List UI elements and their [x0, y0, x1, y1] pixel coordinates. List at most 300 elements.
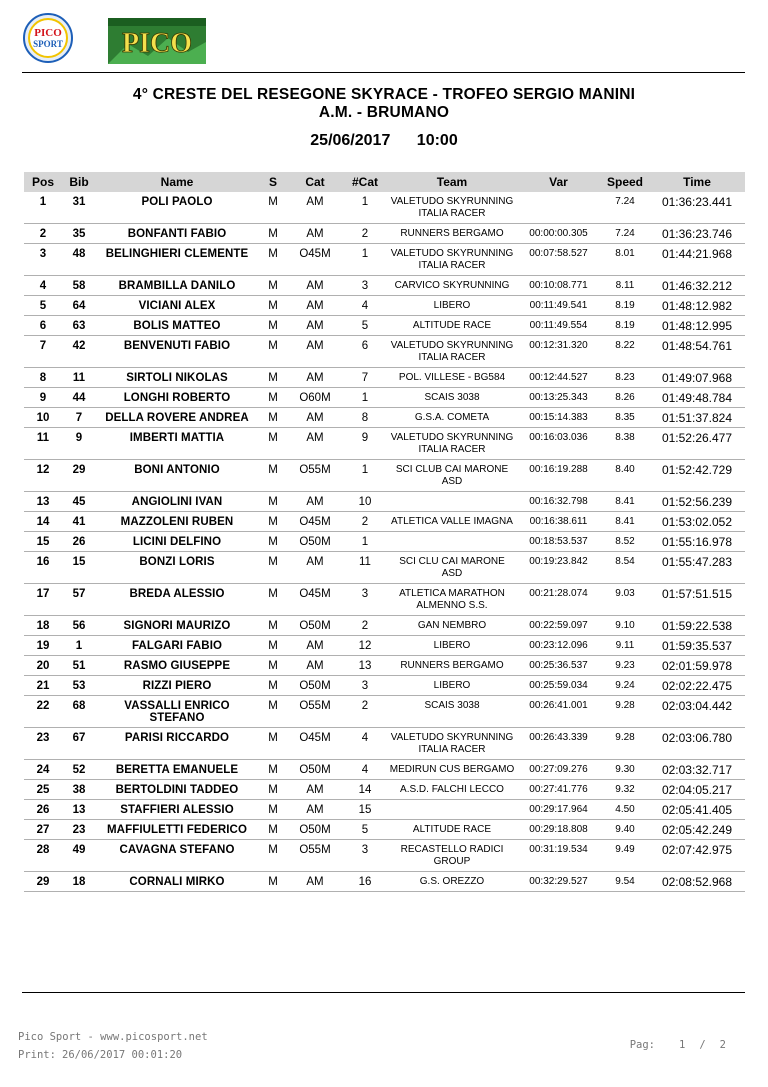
cell-sex: M [258, 636, 288, 656]
cell-var: 00:21:28.074 [516, 584, 601, 616]
cell-team: VALETUDO SKYRUNNING ITALIA RACER [388, 336, 516, 368]
table-row [24, 584, 745, 616]
cell-bib: 52 [62, 760, 96, 780]
cell-speed: 9.11 [601, 636, 649, 656]
cell-sex: M [258, 840, 288, 872]
cell-sex: M [258, 820, 288, 840]
cell-cat: O50M [288, 532, 342, 552]
cell-speed: 8.26 [601, 388, 649, 408]
cell-sex: M [258, 192, 288, 224]
cell-name: PARISI RICCARDO [96, 728, 258, 760]
cell-pos: 5 [24, 296, 62, 316]
cell-cat: AM [288, 192, 342, 224]
cell-cat: AM [288, 428, 342, 460]
cell-pos: 4 [24, 276, 62, 296]
cell-cat-rank: 1 [342, 244, 388, 276]
cell-team: VALETUDO SKYRUNNING ITALIA RACER [388, 244, 516, 276]
cell-sex: M [258, 388, 288, 408]
cell-team: ALTITUDE RACE [388, 820, 516, 840]
cell-pos: 9 [24, 388, 62, 408]
table-row [24, 656, 745, 676]
cell-time: 01:46:32.212 [649, 276, 745, 296]
cell-bib: 15 [62, 552, 96, 584]
col-header-var: Var [516, 172, 601, 192]
table-row [24, 244, 745, 276]
cell-name: SIRTOLI NIKOLAS [96, 368, 258, 388]
cell-cat-rank: 2 [342, 224, 388, 244]
cell-cat-rank: 12 [342, 636, 388, 656]
cell-var: 00:13:25.343 [516, 388, 601, 408]
footer-site: Pico Sport - www.picosport.net [18, 1031, 208, 1043]
cell-sex: M [258, 460, 288, 492]
cell-time: 01:52:56.239 [649, 492, 745, 512]
cell-time: 02:02:22.475 [649, 676, 745, 696]
cell-name: RIZZI PIERO [96, 676, 258, 696]
cell-pos: 27 [24, 820, 62, 840]
cell-pos: 1 [24, 192, 62, 224]
cell-pos: 29 [24, 872, 62, 892]
print-date: 26/06/2017 00:01:20 [62, 1049, 183, 1061]
cell-speed: 9.32 [601, 780, 649, 800]
cell-team: G.S. OREZZO [388, 872, 516, 892]
cell-var: 00:27:41.776 [516, 780, 601, 800]
table-row [24, 552, 745, 584]
page-current: 1 [679, 1039, 686, 1051]
cell-name: STAFFIERI ALESSIO [96, 800, 258, 820]
cell-bib: 23 [62, 820, 96, 840]
race-date: 25/06/2017 [310, 132, 391, 149]
cell-cat: O45M [288, 244, 342, 276]
cell-bib: 67 [62, 728, 96, 760]
cell-name: DELLA ROVERE ANDREA [96, 408, 258, 428]
cell-cat-rank: 1 [342, 192, 388, 224]
cell-var: 00:19:23.842 [516, 552, 601, 584]
cell-team: LIBERO [388, 676, 516, 696]
cell-cat: O45M [288, 584, 342, 616]
table-row [24, 492, 745, 512]
cell-team: GAN NEMBRO [388, 616, 516, 636]
cell-cat: AM [288, 492, 342, 512]
cell-cat: O50M [288, 820, 342, 840]
cell-pos: 2 [24, 224, 62, 244]
cell-sex: M [258, 316, 288, 336]
cell-speed: 8.35 [601, 408, 649, 428]
cell-var: 00:16:38.611 [516, 512, 601, 532]
cell-team: RUNNERS BERGAMO [388, 224, 516, 244]
cell-speed: 8.19 [601, 296, 649, 316]
table-row [24, 276, 745, 296]
cell-sex: M [258, 244, 288, 276]
cell-var: 00:15:14.383 [516, 408, 601, 428]
cell-time: 01:36:23.746 [649, 224, 745, 244]
cell-var: 00:16:03.036 [516, 428, 601, 460]
cell-name: MAZZOLENI RUBEN [96, 512, 258, 532]
cell-name: BONFANTI FABIO [96, 224, 258, 244]
cell-time: 01:55:16.978 [649, 532, 745, 552]
cell-var: 00:11:49.541 [516, 296, 601, 316]
cell-cat-rank: 10 [342, 492, 388, 512]
cell-sex: M [258, 428, 288, 460]
cell-time: 01:36:23.441 [649, 192, 745, 224]
cell-speed: 9.54 [601, 872, 649, 892]
cell-bib: 26 [62, 532, 96, 552]
cell-sex: M [258, 584, 288, 616]
col-header-time: Time [649, 172, 745, 192]
table-row [24, 820, 745, 840]
cell-bib: 45 [62, 492, 96, 512]
header-divider [22, 72, 745, 73]
cell-time: 02:05:42.249 [649, 820, 745, 840]
cell-speed: 9.24 [601, 676, 649, 696]
cell-cat: AM [288, 780, 342, 800]
cell-team: VALETUDO SKYRUNNING ITALIA RACER [388, 428, 516, 460]
cell-speed: 7.24 [601, 224, 649, 244]
cell-bib: 13 [62, 800, 96, 820]
cell-name: SIGNORI MAURIZO [96, 616, 258, 636]
cell-bib: 42 [62, 336, 96, 368]
cell-pos: 22 [24, 696, 62, 728]
footer-divider [22, 992, 745, 993]
svg-text:PICO: PICO [122, 28, 192, 59]
footer-print [18, 1049, 182, 1061]
cell-pos: 18 [24, 616, 62, 636]
cell-cat-rank: 14 [342, 780, 388, 800]
cell-bib: 31 [62, 192, 96, 224]
cell-name: LICINI DELFINO [96, 532, 258, 552]
svg-text:PICO: PICO [34, 27, 62, 39]
cell-sex: M [258, 492, 288, 512]
page-separator: / [699, 1039, 706, 1051]
cell-pos: 12 [24, 460, 62, 492]
cell-pos: 17 [24, 584, 62, 616]
cell-bib: 7 [62, 408, 96, 428]
cell-cat-rank: 2 [342, 616, 388, 636]
cell-pos: 15 [24, 532, 62, 552]
cell-name: BONZI LORIS [96, 552, 258, 584]
cell-name: BONI ANTONIO [96, 460, 258, 492]
cell-team: ATLETICA VALLE IMAGNA [388, 512, 516, 532]
cell-var: 00:22:59.097 [516, 616, 601, 636]
cell-cat-rank: 3 [342, 676, 388, 696]
cell-time: 02:05:41.405 [649, 800, 745, 820]
cell-time: 02:07:42.975 [649, 840, 745, 872]
cell-pos: 3 [24, 244, 62, 276]
cell-var: 00:25:36.537 [516, 656, 601, 676]
cell-team [388, 532, 516, 552]
cell-cat: O50M [288, 676, 342, 696]
cell-cat: AM [288, 636, 342, 656]
cell-team: VALETUDO SKYRUNNING ITALIA RACER [388, 192, 516, 224]
cell-sex: M [258, 512, 288, 532]
cell-var: 00:00:00.305 [516, 224, 601, 244]
col-header-name: Name [96, 172, 258, 192]
cell-cat: AM [288, 552, 342, 584]
cell-cat-rank: 2 [342, 696, 388, 728]
cell-time: 02:01:59.978 [649, 656, 745, 676]
cell-team: VALETUDO SKYRUNNING ITALIA RACER [388, 728, 516, 760]
cell-sex: M [258, 532, 288, 552]
cell-bib: 38 [62, 780, 96, 800]
table-header-row [24, 172, 745, 192]
race-title: 4° CRESTE DEL RESEGONE SKYRACE - TROFEO SERGIO MANINI [132, 86, 636, 103]
cell-cat-rank: 8 [342, 408, 388, 428]
cell-name: POLI PAOLO [96, 192, 258, 224]
cell-time: 01:48:12.995 [649, 316, 745, 336]
cell-pos: 23 [24, 728, 62, 760]
cell-bib: 1 [62, 636, 96, 656]
cell-sex: M [258, 780, 288, 800]
cell-pos: 16 [24, 552, 62, 584]
cell-pos: 8 [24, 368, 62, 388]
pico-sport-logo [22, 12, 74, 64]
cell-cat: AM [288, 800, 342, 820]
cell-pos: 10 [24, 408, 62, 428]
cell-cat: O55M [288, 460, 342, 492]
cell-sex: M [258, 368, 288, 388]
cell-time: 01:44:21.968 [649, 244, 745, 276]
cell-pos: 20 [24, 656, 62, 676]
cell-name: ANGIOLINI IVAN [96, 492, 258, 512]
cell-time: 01:59:22.538 [649, 616, 745, 636]
cell-var: 00:29:18.808 [516, 820, 601, 840]
cell-bib: 35 [62, 224, 96, 244]
table-row [24, 316, 745, 336]
cell-team: SCI CLU CAI MARONE ASD [388, 552, 516, 584]
cell-cat-rank: 3 [342, 840, 388, 872]
cell-sex: M [258, 408, 288, 428]
cell-speed: 8.54 [601, 552, 649, 584]
cell-bib: 29 [62, 460, 96, 492]
cell-var: 00:12:44.527 [516, 368, 601, 388]
cell-team: ALTITUDE RACE [388, 316, 516, 336]
table-row [24, 872, 745, 892]
page-label: Pag: [629, 1039, 656, 1051]
results-body [24, 192, 745, 892]
cell-var: 00:10:08.771 [516, 276, 601, 296]
cell-bib: 44 [62, 388, 96, 408]
cell-sex: M [258, 728, 288, 760]
cell-var: 00:32:29.527 [516, 872, 601, 892]
cell-pos: 13 [24, 492, 62, 512]
cell-name: BELINGHIERI CLEMENTE [96, 244, 258, 276]
cell-cat: AM [288, 408, 342, 428]
cell-name: BENVENUTI FABIO [96, 336, 258, 368]
cell-team [388, 492, 516, 512]
cell-time: 01:51:37.824 [649, 408, 745, 428]
cell-cat-rank: 11 [342, 552, 388, 584]
cell-bib: 57 [62, 584, 96, 616]
cell-speed: 8.19 [601, 316, 649, 336]
cell-time: 01:49:07.968 [649, 368, 745, 388]
page-total: 2 [719, 1039, 726, 1051]
cell-name: VICIANI ALEX [96, 296, 258, 316]
cell-bib: 51 [62, 656, 96, 676]
col-header-speed: Speed [601, 172, 649, 192]
cell-cat-rank: 13 [342, 656, 388, 676]
cell-cat-rank: 1 [342, 388, 388, 408]
cell-bib: 64 [62, 296, 96, 316]
table-row [24, 408, 745, 428]
cell-pos: 24 [24, 760, 62, 780]
cell-speed: 8.11 [601, 276, 649, 296]
cell-bib: 68 [62, 696, 96, 728]
cell-pos: 7 [24, 336, 62, 368]
cell-speed: 8.01 [601, 244, 649, 276]
cell-cat: AM [288, 368, 342, 388]
cell-sex: M [258, 676, 288, 696]
cell-var: 00:16:19.288 [516, 460, 601, 492]
cell-time: 01:48:12.982 [649, 296, 745, 316]
cell-cat-rank: 9 [342, 428, 388, 460]
print-label: Print: [18, 1049, 56, 1061]
table-row [24, 760, 745, 780]
cell-cat: O55M [288, 696, 342, 728]
cell-speed: 9.28 [601, 696, 649, 728]
cell-sex: M [258, 696, 288, 728]
cell-sex: M [258, 224, 288, 244]
cell-cat-rank: 1 [342, 460, 388, 492]
cell-team: SCI CLUB CAI MARONE ASD [388, 460, 516, 492]
cell-name: BOLIS MATTEO [96, 316, 258, 336]
cell-var: 00:29:17.964 [516, 800, 601, 820]
cell-cat-rank: 4 [342, 296, 388, 316]
cell-cat: O45M [288, 512, 342, 532]
cell-var: 00:26:41.001 [516, 696, 601, 728]
cell-bib: 58 [62, 276, 96, 296]
cell-bib: 18 [62, 872, 96, 892]
col-header-pos: Pos [24, 172, 62, 192]
cell-bib: 63 [62, 316, 96, 336]
cell-speed: 9.23 [601, 656, 649, 676]
cell-sex: M [258, 616, 288, 636]
col-header-bib: Bib [62, 172, 96, 192]
cell-pos: 21 [24, 676, 62, 696]
cell-time: 02:03:06.780 [649, 728, 745, 760]
cell-sex: M [258, 276, 288, 296]
table-row [24, 800, 745, 820]
cell-sex: M [258, 760, 288, 780]
cell-cat-rank: 7 [342, 368, 388, 388]
cell-cat-rank: 3 [342, 584, 388, 616]
cell-speed: 9.30 [601, 760, 649, 780]
table-row [24, 296, 745, 316]
cell-name: BREDA ALESSIO [96, 584, 258, 616]
table-row [24, 780, 745, 800]
cell-time: 01:55:47.283 [649, 552, 745, 584]
cell-cat-rank: 1 [342, 532, 388, 552]
cell-team: A.S.D. FALCHI LECCO [388, 780, 516, 800]
pico-brand-logo [108, 14, 206, 66]
cell-bib: 56 [62, 616, 96, 636]
cell-var: 00:11:49.554 [516, 316, 601, 336]
table-row [24, 636, 745, 656]
cell-var: 00:12:31.320 [516, 336, 601, 368]
cell-sex: M [258, 552, 288, 584]
cell-time: 01:52:26.477 [649, 428, 745, 460]
cell-pos: 11 [24, 428, 62, 460]
cell-speed: 9.10 [601, 616, 649, 636]
table-row [24, 224, 745, 244]
cell-team: MEDIRUN CUS BERGAMO [388, 760, 516, 780]
table-row [24, 728, 745, 760]
cell-speed: 8.23 [601, 368, 649, 388]
cell-cat: O45M [288, 728, 342, 760]
cell-cat: AM [288, 316, 342, 336]
cell-name: BRAMBILLA DANILO [96, 276, 258, 296]
cell-var: 00:23:12.096 [516, 636, 601, 656]
cell-name: IMBERTI MATTIA [96, 428, 258, 460]
cell-time: 02:03:32.717 [649, 760, 745, 780]
cell-bib: 11 [62, 368, 96, 388]
cell-cat-rank: 2 [342, 512, 388, 532]
cell-cat-rank: 6 [342, 336, 388, 368]
cell-cat: AM [288, 296, 342, 316]
cell-name: CAVAGNA STEFANO [96, 840, 258, 872]
cell-team: CARVICO SKYRUNNING [388, 276, 516, 296]
cell-speed: 8.52 [601, 532, 649, 552]
cell-var: 00:16:32.798 [516, 492, 601, 512]
cell-var: 00:27:09.276 [516, 760, 601, 780]
race-datetime [0, 132, 768, 150]
cell-pos: 26 [24, 800, 62, 820]
cell-bib: 53 [62, 676, 96, 696]
results-table [24, 172, 745, 892]
cell-cat: O50M [288, 760, 342, 780]
cell-team: ATLETICA MARATHON ALMENNO S.S. [388, 584, 516, 616]
cell-time: 01:53:02.052 [649, 512, 745, 532]
table-row [24, 428, 745, 460]
table-row [24, 676, 745, 696]
cell-cat: O50M [288, 616, 342, 636]
table-row [24, 336, 745, 368]
table-row [24, 696, 745, 728]
cell-cat-rank: 5 [342, 820, 388, 840]
cell-bib: 49 [62, 840, 96, 872]
cell-cat-rank: 4 [342, 760, 388, 780]
table-row [24, 840, 745, 872]
cell-team: POL. VILLESE - BG584 [388, 368, 516, 388]
table-row [24, 192, 745, 224]
cell-team: SCAIS 3038 [388, 388, 516, 408]
cell-team: LIBERO [388, 636, 516, 656]
cell-cat: O60M [288, 388, 342, 408]
cell-time: 01:48:54.761 [649, 336, 745, 368]
cell-cat-rank: 3 [342, 276, 388, 296]
cell-var: 00:07:58.527 [516, 244, 601, 276]
cell-cat: AM [288, 872, 342, 892]
cell-var: 00:25:59.034 [516, 676, 601, 696]
cell-speed: 9.28 [601, 728, 649, 760]
cell-time: 01:57:51.515 [649, 584, 745, 616]
cell-team [388, 800, 516, 820]
cell-speed: 8.22 [601, 336, 649, 368]
cell-name: MAFFIULETTI FEDERICO [96, 820, 258, 840]
cell-cat: AM [288, 336, 342, 368]
cell-var [516, 192, 601, 224]
cell-sex: M [258, 800, 288, 820]
cell-speed: 9.40 [601, 820, 649, 840]
svg-text:SPORT: SPORT [33, 39, 63, 49]
cell-team: RECASTELLO RADICI GROUP [388, 840, 516, 872]
page-indicator [630, 1039, 726, 1051]
cell-time: 01:52:42.729 [649, 460, 745, 492]
cell-time: 02:03:04.442 [649, 696, 745, 728]
cell-name: BERETTA EMANUELE [96, 760, 258, 780]
cell-pos: 28 [24, 840, 62, 872]
cell-team: RUNNERS BERGAMO [388, 656, 516, 676]
cell-time: 01:49:48.784 [649, 388, 745, 408]
cell-bib: 48 [62, 244, 96, 276]
